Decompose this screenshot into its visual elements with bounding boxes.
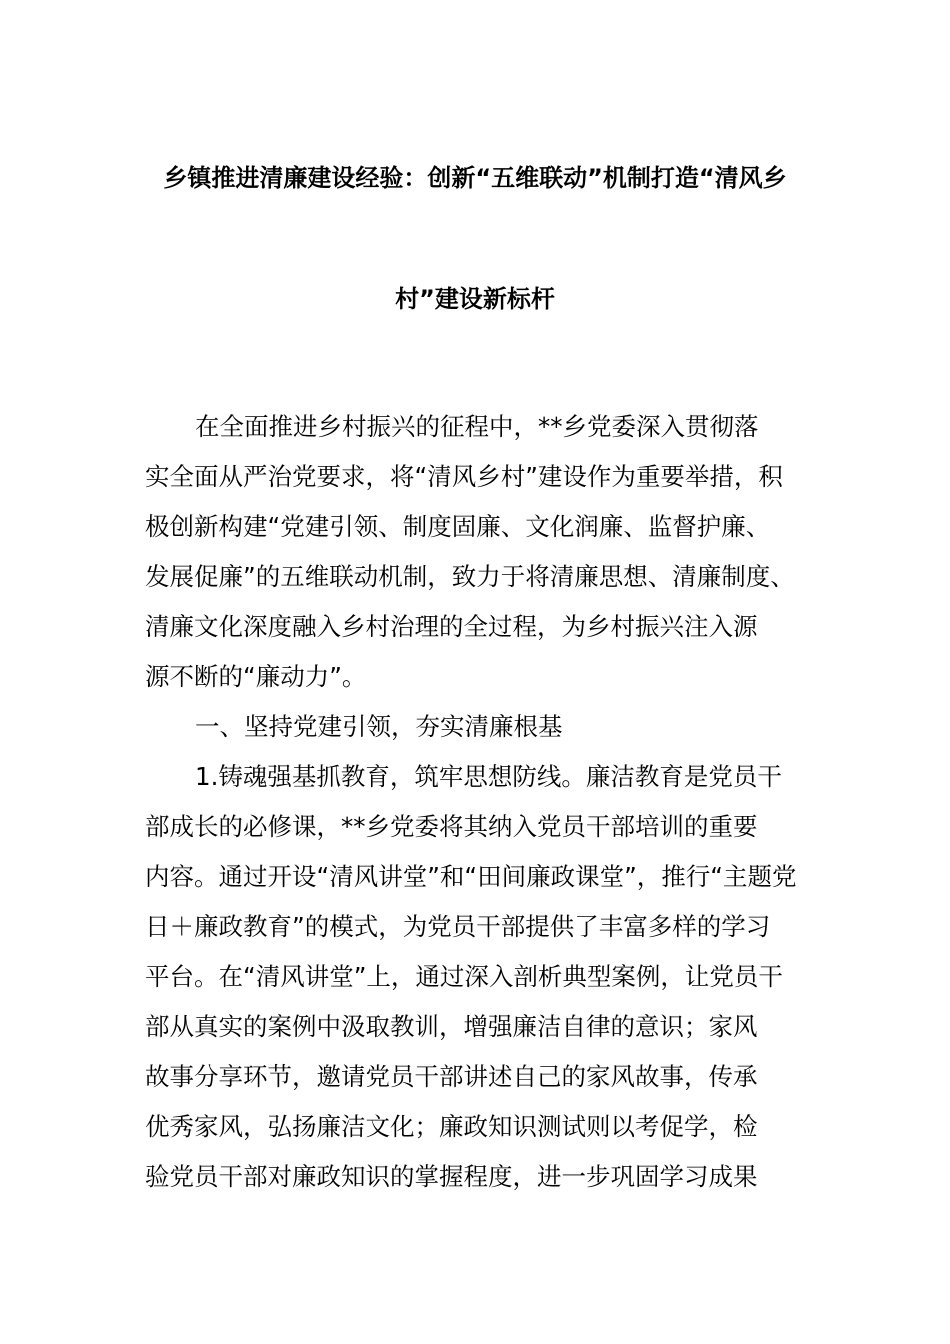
- document-title-line-2: 村”建设新标杆: [395, 285, 555, 313]
- section-heading: 一、坚持党建引领，夯实清廉根基: [195, 712, 563, 741]
- paragraph-education-line: 优秀家风，弘扬廉洁文化；廉政知识测试则以考促学，检: [145, 1112, 758, 1141]
- paragraph-intro-line: 极创新构建“党建引领、制度固廉、文化润廉、监督护廉、: [145, 512, 771, 541]
- paragraph-education-line: 验党员干部对廉政知识的掌握程度，进一步巩固学习成果: [145, 1162, 758, 1191]
- paragraph-education-line: 内容。通过开设“清风讲堂”和“田间廉政课堂”，推行“主题党: [145, 862, 797, 891]
- paragraph-education-line: 日＋廉政教育”的模式，为党员干部提供了丰富多样的学习: [145, 912, 771, 941]
- paragraph-education-line: 部从真实的案例中汲取教训，增强廉洁自律的意识；家风: [145, 1012, 758, 1041]
- paragraph-education-line: 部成长的必修课，**乡党委将其纳入党员干部培训的重要: [145, 812, 758, 841]
- paragraph-education-line: 故事分享环节，邀请党员干部讲述自己的家风故事，传承: [145, 1062, 758, 1091]
- document-body: [145, 402, 815, 1202]
- paragraph-intro-line: 源不断的“廉动力”。: [145, 662, 367, 691]
- document-title-line-1: 乡镇推进清廉建设经验：创新“五维联动”机制打造“清风乡: [163, 164, 787, 192]
- paragraph-education-line: 1.铸魂强基抓教育，筑牢思想防线。廉洁教育是党员干: [195, 762, 782, 791]
- paragraph-education-line: 平台。在“清风讲堂”上，通过深入剖析典型案例，让党员干: [145, 962, 783, 991]
- paragraph-intro-line: 发展促廉”的五维联动机制，致力于将清廉思想、清廉制度、: [145, 562, 795, 591]
- paragraph-intro-line: 实全面从严治党要求，将“清风乡村”建设作为重要举措，积: [145, 462, 783, 491]
- paragraph-intro-line: 清廉文化深度融入乡村治理的全过程，为乡村振兴注入源: [145, 612, 758, 641]
- paragraph-intro-line: 在全面推进乡村振兴的征程中，**乡党委深入贯彻落: [195, 412, 759, 441]
